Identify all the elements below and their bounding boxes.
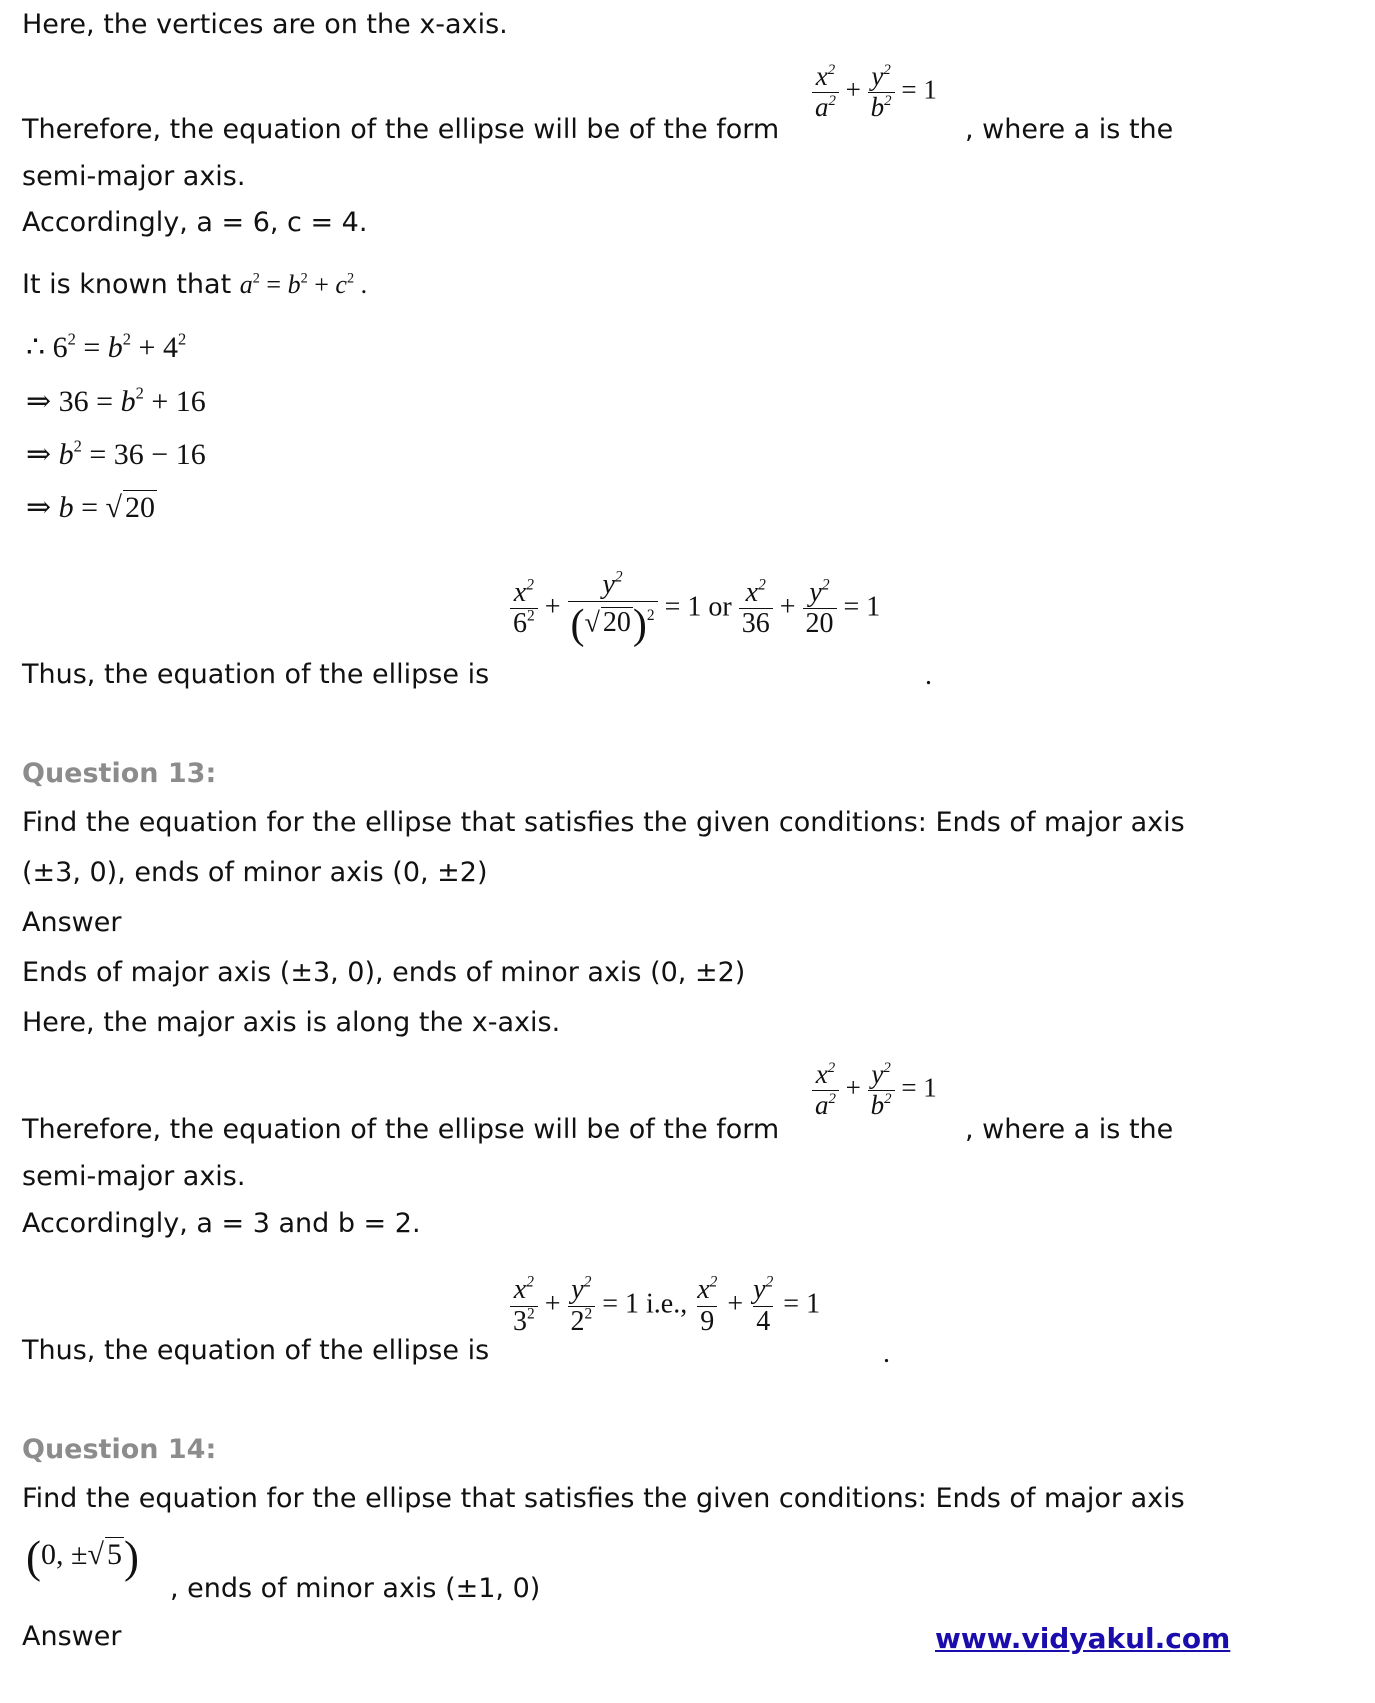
answer-14-label: Answer — [22, 1621, 122, 1652]
period-2: . — [883, 1338, 890, 1369]
question-13-text-2: (±3, 0), ends of minor axis (0, ±2) — [22, 857, 488, 888]
ellipse-form-formula-1: $\frac{x^2}{a^2}$ + $\frac{y^2}{b^2}$ = 1 — [812, 62, 937, 122]
vertices-line: Here, the vertices are on the x-axis. — [22, 9, 508, 40]
answer-13-label: Answer — [22, 907, 122, 938]
where-a-text-2: , where a is the — [965, 1114, 1174, 1145]
question-13-heading: Question 13: — [22, 758, 217, 789]
step-3: ⇒ $b^2 = 36 - 16$ — [26, 436, 206, 471]
ellipse-result-1: $\frac{x^2}{6^2}$ + $\frac{y^2}{(√ 20)^2}$ = 1 or $\frac{x^2}{36}$ + $\frac{y^2}{20}$ = 1 — [510, 570, 880, 648]
where-a-text-1: , where a is the — [965, 114, 1174, 145]
ellipse-result-2: $\frac{x^2}{3^2}$ + $\frac{y^2}{2^2}$ = 1 i.e., $\frac{x^2}{9}$ + $\frac{y^2}{4}$ = 1 — [510, 1275, 820, 1338]
thus-line-1: Thus, the equation of the ellipse is — [22, 659, 490, 690]
step-1: ∴ $6^2 = b^2 + 4^2$ — [26, 329, 187, 364]
step-4: ⇒ b = √ 20 — [26, 491, 156, 524]
website-link[interactable]: www.vidyakul.com — [935, 1622, 1231, 1655]
question-14-text-1: Find the equation for the ellipse that satisfies the given conditions: Ends of major axis — [22, 1483, 1185, 1514]
period-1: . — [925, 660, 932, 691]
question-14-text-2: , ends of minor axis (±1, 0) — [170, 1573, 541, 1604]
question-13-text-1: Find the equation for the ellipse that satisfies the given conditions: Ends of major axis — [22, 807, 1185, 838]
accordingly-line-2: Accordingly, a = 3 and b = 2. — [22, 1208, 421, 1239]
semi-major-line-1: semi-major axis. — [22, 161, 246, 192]
accordingly-line-1: Accordingly, a = 6, c = 4. — [22, 207, 368, 238]
form-line-2: Therefore, the equation of the ellipse will be of the form — [22, 1114, 780, 1145]
semi-major-line-2: semi-major axis. — [22, 1161, 246, 1192]
major-axis-endpoint: (0, ±√ 5) — [26, 1532, 139, 1582]
question-14-heading: Question 14: — [22, 1434, 217, 1465]
ellipse-form-formula-2: $\frac{x^2}{a^2}$ + $\frac{y^2}{b^2}$ = 1 — [812, 1060, 937, 1120]
answer-13-line-2: Here, the major axis is along the x-axis. — [22, 1007, 561, 1038]
form-line-1: Therefore, the equation of the ellipse will be of the form — [22, 114, 780, 145]
thus-line-2: Thus, the equation of the ellipse is — [22, 1335, 490, 1366]
step-2: ⇒ $36 = b^2 + 16$ — [26, 383, 206, 418]
answer-13-line-1: Ends of major axis (±3, 0), ends of minor axis (0, ±2) — [22, 957, 746, 988]
known-that-line: It is known that $a^2 = b^2 + c^2$ . — [22, 269, 368, 300]
